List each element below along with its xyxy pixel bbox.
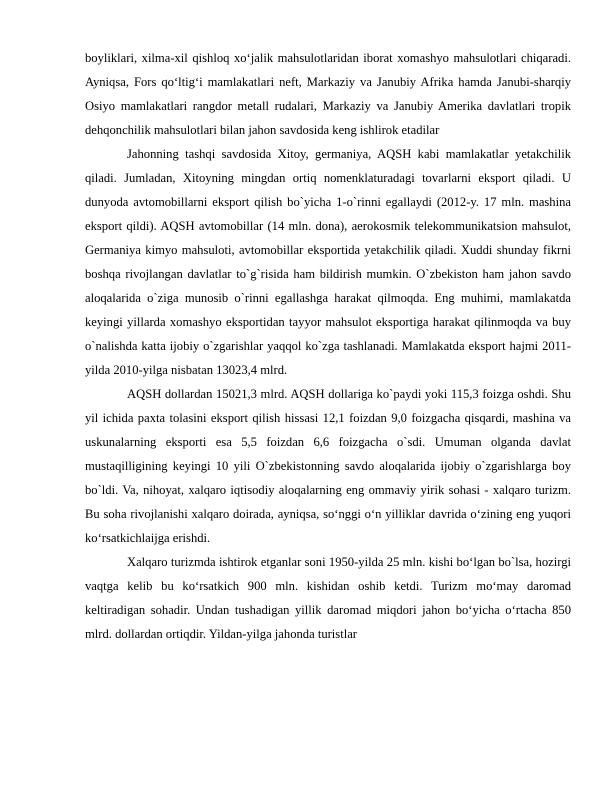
- paragraph-1: boyliklari, xilma-xil qishloq xo‘jalik mahsulotlaridan iborat xomashyo mahsulotlari chiqaradi. Ayniqsa, Fors qo‘ltig‘i mamlakatlari neft, Markaziy va Janubiy Afrika hamda Janubi-sharqiy Osiyo mamlakatlari rangdor metall rudalari, Markaziy va Janubiy Amerika davlatlari tropik dehqonchilik mahsulotlari bilan jahon savdosida keng ishlirok etadilar: [85, 51, 571, 137]
- paragraph-2: Jahonning tashqi savdosida Xitoy, germaniya, AQSH kabi mamlakatlar yetakchilik qiladi. Jumladan, Xitoyning mingdan ortiq nomenklaturadagi tovarlarni eksport qiladi. U dunyoda avtomobillarni eksport qilish bo`yicha 1-o`rinni egallaydi (2012-y. 17 mln. mashina eksport qildi). AQSH avtomobillar (14 mln. dona), aerokosmik telekommunikatsion mahsulot, Germaniya kimyo mahsuloti, avtomobillar eksportida yetakchilik qiladi. Xuddi shunday fikrni boshqa rivojlangan davlatlar to`g`risida ham bildirish mumkin. O`zbekiston ham jahon savdo aloqalarida o`ziga munosib o`rinni egallashga harakat qilmoqda. Eng muhimi, mamlakatda keyingi yillarda xomashyo eksportidan tayyor mahsulot eksportiga harakat qilinmoqda va buy o`nalishda katta ijobiy o`zgarishlar yaqqol ko`zga tashlanadi. Mamlakatda eksport hajmi 2011-yilda 2010-yilga nisbatan 13023,4 mlrd.: [85, 147, 571, 377]
- paragraph-4: Xalqaro turizmda ishtirok etganlar soni 1950-yilda 25 mln. kishi bo‘lgan bo`lsa, hozirgi vaqtga kelib bu ko‘rsatkich 900 mln. kishidan oshib ketdi. Turizm mo‘may daromad keltiradigan sohadir. Undan tushadigan yillik daromad miqdori jahon bo‘yicha o‘rtacha 850 mlrd. dollardan ortiqdir. Yildan-yilga jahonda turistlar: [85, 555, 571, 641]
- document-page: [85, 46, 571, 646]
- paragraph-3: AQSH dollardan 15021,3 mlrd. AQSH dollariga ko`paydi yoki 115,3 foizga oshdi. Shu yil ichida paxta tolasini eksport qilish hissasi 12,1 foizdan 9,0 foizgacha qisqardi, mashina va uskunalarning eksporti esa 5,5 foizdan 6,6 foizgacha o`sdi. Umuman olganda davlat mustaqilligining keyingi 10 yili O`zbekistonning savdo aloqalarida ijobiy o`zgarishlarga boy bo`ldi. Va, nihoyat, xalqaro iqtisodiy aloqalarning eng ommaviy yirik sohasi - xalqaro turizm. Bu soha rivojlanishi xalqaro doirada, ayniqsa, so‘nggi o‘n yilliklar davrida o‘zining eng yuqori ko‘rsatkichlaijga erishdi.: [85, 387, 571, 545]
